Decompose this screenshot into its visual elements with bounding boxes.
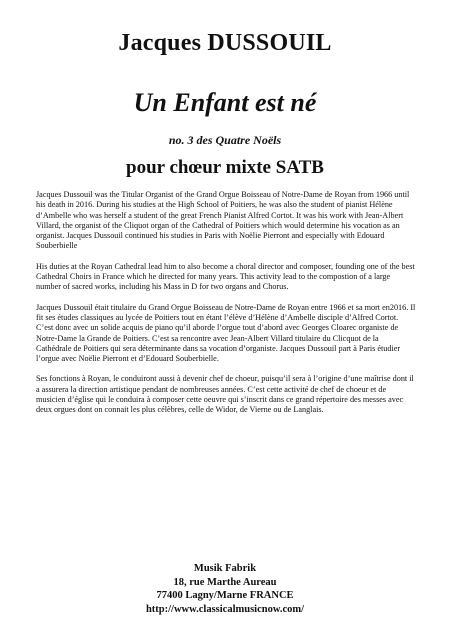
publisher-city: 77400 Lagny/Marne FRANCE <box>156 590 294 601</box>
scoring-line: pour chœur mixte SATB <box>126 157 324 178</box>
biography <box>36 190 416 426</box>
publisher-name: Musik Fabrik <box>193 563 257 574</box>
bio-paragraph-fr-1: Jacques Dussouil était titulaire du Grand Orgue Boisseau de Notre-Dame de Royan entre 1966 et sa mort en2016. Il fit ses études classiques au lycée de Poitiers tout en étant l’élève d’Hélène d’Ambelle disciple d’Alfred Cortot. C’est donc avec un solide acquis de piano qu’il aborde l’orgue tout d’abord avec Georges Cloarec organiste de Notre-Dame la Grande de Poitiers. C’est sa rencontre avec Jean-Albert Villard titulaire du Clicquot de la Cathédrale de Poitiers qui sera déterminante dans sa vocation d’organiste. Jacques Dussouil part à Paris étudier l’orgue avec Noëlie Pierront et d’Edouard Souberbielle. <box>36 302 416 364</box>
publisher-street: 18, rue Marthe Aureau <box>173 576 277 588</box>
publisher-url-link[interactable]: http://www.classicalmusicnow.com/ <box>145 603 305 615</box>
composer-name: Jacques DUSSOUIL <box>118 30 332 56</box>
bio-paragraph-en-1: Jacques Dussouil was the Titular Organist of the Grand Orgue Boisseau of Notre-Dame de Royan from 1966 until his death in 2016. During his studies at the High School of Poitiers, he was also the student of pianist Hélène d’Ambelle who was herself a student of the great French Pianist Alfred Cortot. It was his work with Jean-Albert Villard, the organist of the Cliquot organ of the Cathedral of Poitiers which would determine his vocation as an organist. Jacques Dussouil continued his studies in Paris with Noëlie Pierront and especially with Edouard Souberbielle <box>36 190 410 251</box>
publisher-footer <box>0 562 450 616</box>
work-subtitle: no. 3 des Quatre Noëls <box>168 133 282 147</box>
bio-paragraph-en-2: His duties at the Royan Cathedral lead him to also become a choral director and composer, founding one of the best Cathedral Choirs in France which he directed for many years. This activity lead to the compostion of a large number of sacred works, including his Mass in D for two organs and Chorus. <box>36 261 415 292</box>
work-title: Un Enfant est né <box>133 88 317 117</box>
bio-paragraph-fr-2: Ses fonctions à Royan, le conduiront aussi à devenir chef de choeur, puisqu’il sera à l’origine d’une maîtrise dont il a assurera la direction artistique pendant de nombreuses années. C’est cette activité de chef de choeur et de musicien d’église qui le conduira à composer cette oeuvre qui s’inscrit dans ce grand répertoire des messes avec deux orgues dont on connait les plus célèbres, celle de Widor, de Vierne ou de Langlais. <box>36 374 414 415</box>
